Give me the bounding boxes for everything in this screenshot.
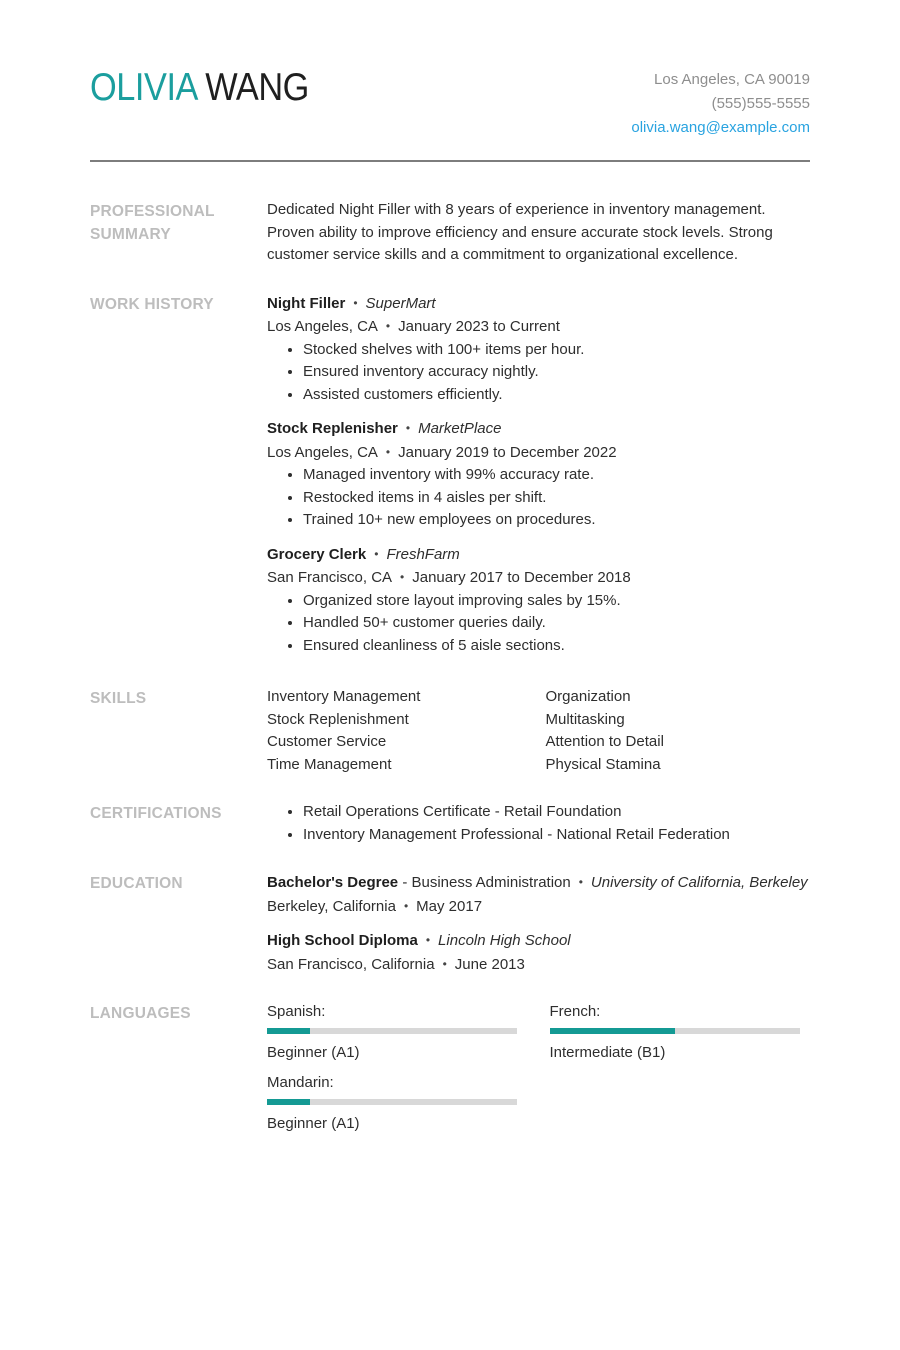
dot-separator: • [578, 875, 583, 889]
person-name [90, 68, 309, 107]
job-company: MarketPlace [418, 420, 502, 437]
job-title-line [267, 292, 810, 316]
language-name: Spanish: [267, 1003, 326, 1020]
language-progress-track [550, 1028, 800, 1034]
language-progress-fill [267, 1099, 310, 1105]
language-name: Mandarin: [267, 1074, 334, 1091]
skill-item: Multitasking [545, 710, 625, 728]
certification-item: • Inventory Management Professional - National Retail Federation [303, 824, 810, 847]
language-progress-track [267, 1028, 517, 1034]
job-bullet-list [267, 339, 810, 407]
education-entry [267, 871, 810, 918]
dot-separator: • [400, 570, 405, 584]
education-date: June 2013 [454, 955, 525, 973]
header-divider [90, 160, 810, 162]
skill-item: Attention to Detail [545, 733, 664, 750]
job-bullet: • Stocked shelves with 100+ items per hour. [303, 339, 810, 362]
job-bullet-list [267, 464, 810, 532]
section-work-history [90, 292, 810, 658]
section-label-work-history: WORK HISTORY [90, 295, 214, 313]
job-location: Los Angeles, CA [267, 318, 378, 335]
job-bullet: • Managed inventory with 99% accuracy rate. [303, 464, 810, 487]
language-progress-track [267, 1099, 517, 1105]
skill-item: Inventory Management [267, 688, 421, 705]
job-title-line [267, 543, 810, 567]
education-title-line [267, 871, 810, 895]
job-entry [267, 292, 810, 407]
education-degree: High School Diploma [267, 932, 418, 949]
job-bullet: • Trained 10+ new employees on procedures. [303, 509, 810, 532]
language-level: Beginner (A1) [267, 1115, 360, 1132]
last-name: WANG [205, 66, 309, 109]
language-level: Intermediate (B1) [549, 1044, 666, 1061]
skills-column-right [546, 686, 811, 776]
job-title: Grocery Clerk [267, 545, 367, 563]
contact-email-link[interactable]: olivia.wang@example.com [631, 119, 810, 136]
job-meta-line [267, 441, 810, 465]
skill-item: Time Management [267, 755, 392, 773]
job-meta-line [267, 315, 810, 339]
dot-separator: • [374, 546, 379, 561]
job-dates: January 2019 to December 2022 [398, 443, 617, 461]
summary-text: Dedicated Night Filler with 8 years of experience in inventory management. Proven ability to improve efficiency and ensure accurate stock levels. Strong customer service skills and a commitment to organizational excellence. [267, 201, 773, 263]
job-company: FreshFarm [386, 545, 460, 563]
education-date: May 2017 [416, 897, 483, 915]
job-bullet: • Handled 50+ customer queries daily. [303, 612, 810, 635]
language-progress-fill [267, 1028, 310, 1034]
dot-separator: • [425, 933, 431, 947]
education-meta-line [267, 895, 810, 919]
job-bullet: • Ensured cleanliness of 5 aisle sections. [303, 635, 810, 658]
job-entry [267, 417, 810, 532]
job-title-line [267, 417, 810, 441]
section-label-summary: PROFESSIONAL SUMMARY [90, 203, 215, 243]
skill-item: Organization [545, 688, 631, 705]
contact-location: Los Angeles, CA 90019 [654, 71, 810, 88]
job-bullet: • Organized store layout improving sales by 15%. [303, 590, 810, 613]
job-location: Los Angeles, CA [267, 443, 378, 461]
job-location: San Francisco, CA [267, 569, 393, 586]
education-entry [267, 929, 810, 976]
first-name: OLIVIA [90, 66, 197, 109]
certification-list [267, 801, 810, 846]
job-dates: January 2023 to Current [398, 318, 560, 335]
section-certifications [90, 801, 810, 846]
job-bullet-list [267, 590, 810, 658]
job-bullet: • Restocked items in 4 aisles per shift. [303, 487, 810, 510]
section-languages [90, 1001, 810, 1134]
education-school: University of California, Berkeley [590, 874, 808, 891]
skill-item: Physical Stamina [545, 755, 661, 773]
job-bullet: • Assisted customers efficiently. [303, 384, 810, 407]
skills-column-left [267, 686, 532, 776]
education-meta-line [267, 953, 810, 977]
skill-item: Customer Service [267, 733, 387, 750]
language-progress-fill [550, 1028, 675, 1034]
job-meta-line [267, 566, 810, 590]
education-location: San Francisco, California [267, 955, 435, 973]
certification-item: • Retail Operations Certificate - Retail Foundation [303, 801, 810, 824]
job-entry [267, 543, 810, 658]
language-entry [267, 1001, 528, 1063]
education-school: Lincoln High School [438, 932, 571, 949]
header [90, 68, 810, 140]
job-title: Stock Replenisher [267, 420, 398, 437]
dot-separator: • [442, 956, 447, 971]
contact-block [631, 68, 810, 140]
language-entry [550, 1001, 811, 1063]
section-label-certifications: CERTIFICATIONS [90, 805, 222, 822]
job-bullet: • Ensured inventory accuracy nightly. [303, 361, 810, 384]
language-entry [267, 1072, 528, 1134]
dot-separator: • [403, 898, 409, 913]
skill-item: Stock Replenishment [267, 710, 409, 728]
job-company: SuperMart [365, 294, 436, 312]
section-label-skills: SKILLS [90, 690, 147, 707]
contact-phone: (555)555-5555 [711, 95, 810, 112]
education-title-line [267, 929, 810, 953]
language-level: Beginner (A1) [267, 1044, 360, 1061]
section-label-education: EDUCATION [90, 875, 183, 892]
section-label-languages: LANGUAGES [90, 1005, 191, 1022]
education-location: Berkeley, California [267, 897, 396, 915]
education-field: - Business Administration [402, 874, 571, 891]
job-dates: January 2017 to December 2018 [412, 569, 631, 586]
dot-separator: • [385, 444, 391, 459]
job-title: Night Filler [267, 294, 346, 312]
education-degree: Bachelor's Degree [267, 874, 399, 891]
section-skills [90, 686, 810, 776]
dot-separator: • [353, 295, 358, 310]
dot-separator: • [385, 319, 391, 333]
section-education [90, 871, 810, 976]
language-name: French: [549, 1003, 601, 1020]
section-professional-summary [90, 199, 810, 267]
dot-separator: • [405, 421, 411, 435]
